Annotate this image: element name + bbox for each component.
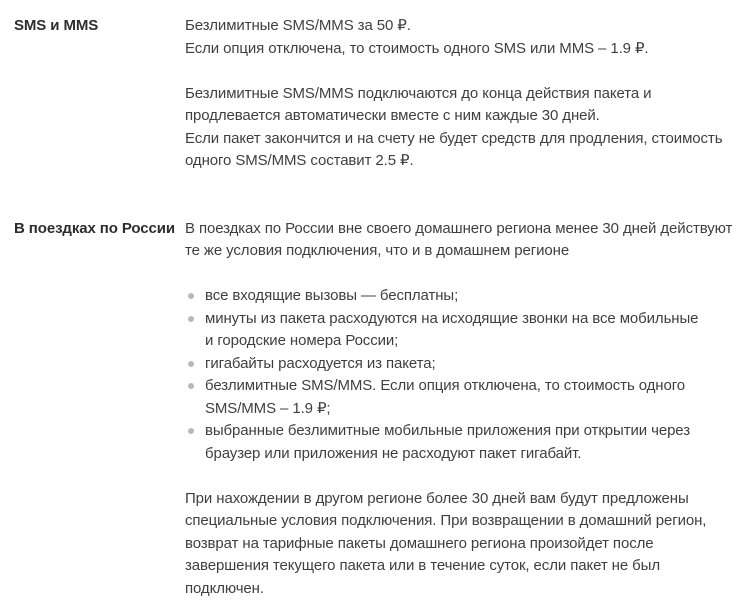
text-line: SMS/MMS – 1.9 ₽; [205,398,741,421]
text-line: Безлимитные SMS/MMS подключаются до конца действия пакета и [185,83,741,106]
text-line: В поездках по России вне своего домашнего региона менее 30 дней действуют [185,218,741,241]
content-column [185,218,741,600]
text-line: подключен. [185,578,741,600]
section-travel-russia [14,218,741,600]
text-line: те же условия подключения, что и в домашнем регионе [185,240,741,263]
section-label-travel-russia: В поездках по России [14,218,185,241]
text-line: возврат на тарифные пакеты домашнего региона произойдет после [185,533,741,556]
text-line: Безлимитные SMS/MMS за 50 ₽. [185,15,741,38]
bullet-item-unlimited-sms [185,375,741,420]
text-line: выбранные безлимитные мобильные приложения при открытии через [205,420,741,443]
paragraph-sms-price [185,15,741,60]
text-line: Если опция отключена, то стоимость одного SMS или MMS – 1.9 ₽. [185,38,741,61]
bullet-item-incoming-calls [185,285,741,308]
bullet-dot-icon [188,316,194,322]
text-line: и городские номера России; [205,330,741,353]
text-line: Если пакет закончится и на счету не будет средств для продления, стоимость [185,128,741,151]
text-line: браузер или приложения не расходуют пакет гигабайт. [205,443,741,466]
text-line: специальные условия подключения. При возвращении в домашний регион, [185,510,741,533]
text-line: одного SMS/MMS составит 2.5 ₽. [185,150,741,173]
text-line: все входящие вызовы — бесплатны; [205,285,741,308]
section-label-sms-mms: SMS и MMS [14,15,185,38]
text-line: минуты из пакета расходуются на исходящие звонки на все мобильные [205,308,741,331]
paragraph-travel-intro [185,218,741,263]
paragraph-sms-renewal [185,83,741,173]
text-line: При нахождении в другом регионе более 30 дней вам будут предложены [185,488,741,511]
section-sms-mms [14,15,741,173]
bullet-dot-icon [188,361,194,367]
paragraph-long-stay [185,488,741,600]
bullet-item-package-minutes [185,308,741,353]
bullet-dot-icon [188,293,194,299]
text-line: безлимитные SMS/MMS. Если опция отключена, то стоимость одного [205,375,741,398]
text-line: продлевается автоматически вместе с ним каждые 30 дней. [185,105,741,128]
bullet-item-gigabytes [185,353,741,376]
content-column [185,15,741,173]
text-line: завершения текущего пакета или в течение суток, если пакет не был [185,555,741,578]
label-column [14,15,185,38]
label-column [14,218,185,241]
travel-conditions-bullet-list [185,285,741,465]
bullet-item-unlimited-apps [185,420,741,465]
text-line: гигабайты расходуется из пакета; [205,353,741,376]
bullet-dot-icon [188,383,194,389]
bullet-dot-icon [188,428,194,434]
